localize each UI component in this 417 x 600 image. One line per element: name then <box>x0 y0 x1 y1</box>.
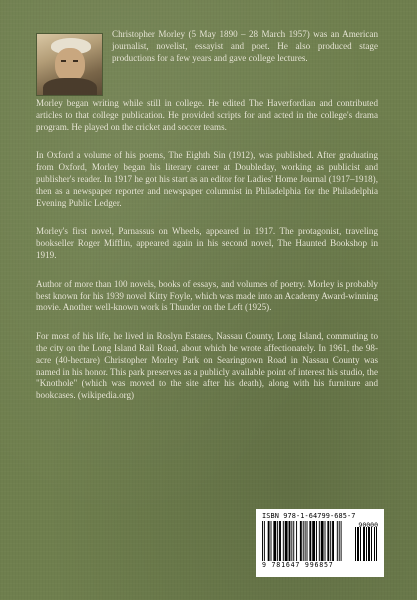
bio-paragraph-3: In Oxford a volume of his poems, The Eighth Sin (1912), was published. After graduating from Oxford, Morley began his literary career at Doubleday, working as publicist and publisher's reader. In 1917 he got his start as an editor for Ladies' Home Journal (1917–1918), then as a newspaper reporter and newspaper columnist in Philadelphia for the Philadelphia Evening Public Ledger. <box>36 150 378 208</box>
isbn-barcode <box>256 509 384 577</box>
bio-paragraph-1: Christopher Morley (5 May 1890 – 28 March 1957) was an American journalist, novelist, essayist and poet. He also produced stage productions for a few years and gave college lectures. <box>112 29 378 63</box>
bio-paragraph-6: For most of his life, he lived in Roslyn Estates, Nassau County, Long Island, commuting to the city on the Long Island Rail Road, about which he wrote affectionately. In 1961, the 98-acre (40-hectare) Christopher Morley Park on Searingtown Road in Nassau County was named in his honor. This park preserves as a publicly available point of interest his studio, the "Knothole" (which was moved to the site after his death), along with his furniture and bookcases. (wikipedia.org) <box>36 331 378 401</box>
bio-paragraph-4: Morley's first novel, Parnassus on Wheels, appeared in 1917. The protagonist, traveling bookseller Roger Mifflin, appeared again in his second novel, The Haunted Bookshop in 1919. <box>36 226 378 260</box>
barcode-addon-number: 90000 <box>358 521 378 529</box>
barcode-bars <box>262 521 352 561</box>
isbn-label: ISBN 978-1-64799-685-7 <box>262 512 356 520</box>
author-portrait <box>36 33 103 96</box>
barcode-digits: 9 781647 996857 <box>262 561 334 569</box>
barcode-addon-bars <box>355 527 377 561</box>
bio-paragraph-2: Morley began writing while still in college. He edited The Haverfordian and contributed articles to that college publication. He provided scripts for and acted in the college's drama program. He played on the cricket and soccer teams. <box>36 98 378 132</box>
bio-paragraph-5: Author of more than 100 novels, books of essays, and volumes of poetry. Morley is probably best known for his 1939 novel Kitty Foyle, which was made into an Academy Award-winning movie. Another well-known work is Thunder on the Left (1925). <box>36 278 378 313</box>
